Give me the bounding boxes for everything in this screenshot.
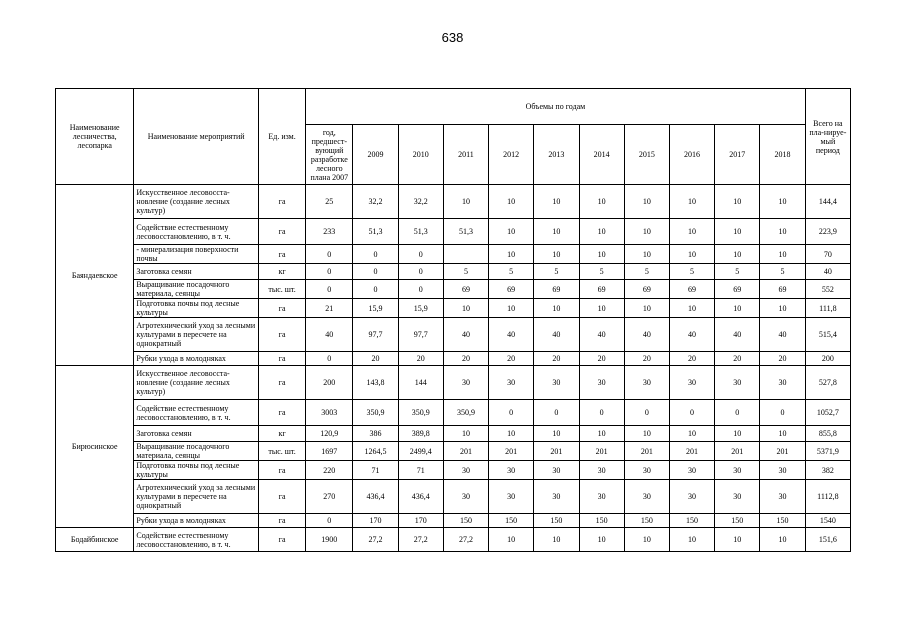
value-cell: 350,9	[443, 400, 488, 426]
value-cell: 10	[489, 299, 534, 318]
value-cell: 0	[534, 400, 579, 426]
header-year: 2016	[669, 125, 714, 185]
value-cell: 2499,4	[398, 442, 443, 461]
value-cell	[443, 245, 488, 264]
table-row	[56, 245, 851, 264]
header-total: Всего на пла-нируе-мый период	[805, 89, 850, 185]
value-cell: 10	[624, 528, 669, 552]
value-cell: 30	[579, 480, 624, 514]
value-cell: 150	[760, 514, 805, 528]
value-cell: 0	[398, 245, 443, 264]
value-cell: 51,3	[353, 219, 398, 245]
header-year: 2017	[715, 125, 760, 185]
value-cell: 69	[489, 280, 534, 299]
value-cell: 40	[760, 318, 805, 352]
value-cell: 15,9	[398, 299, 443, 318]
value-cell: 10	[443, 299, 488, 318]
page-number: 638	[441, 30, 464, 45]
unit-cell: га	[258, 461, 305, 480]
value-cell: 10	[534, 219, 579, 245]
value-cell: 30	[715, 461, 760, 480]
value-cell: 69	[669, 280, 714, 299]
value-cell: 220	[306, 461, 353, 480]
value-cell: 20	[534, 352, 579, 366]
value-cell: 10	[669, 426, 714, 442]
header-volumes-by-year: Объемы по годам	[306, 89, 806, 125]
value-cell: 30	[534, 480, 579, 514]
value-cell: 201	[443, 442, 488, 461]
unit-cell: га	[258, 318, 305, 352]
total-cell: 151,6	[805, 528, 850, 552]
value-cell: 10	[443, 426, 488, 442]
value-cell: 5	[489, 264, 534, 280]
value-cell: 27,2	[353, 528, 398, 552]
table-row	[56, 426, 851, 442]
value-cell: 40	[579, 318, 624, 352]
value-cell: 40	[669, 318, 714, 352]
value-cell: 0	[715, 400, 760, 426]
region-name-cell: Баяндаевское	[56, 185, 134, 366]
value-cell: 10	[624, 185, 669, 219]
value-cell: 40	[306, 318, 353, 352]
value-cell: 51,3	[398, 219, 443, 245]
header-year: 2009	[353, 125, 398, 185]
total-cell: 515,4	[805, 318, 850, 352]
value-cell: 30	[669, 366, 714, 400]
total-cell: 70	[805, 245, 850, 264]
activity-cell: Выращивание посадочного материала, сеянцы	[134, 280, 259, 299]
value-cell: 71	[398, 461, 443, 480]
value-cell: 30	[489, 461, 534, 480]
value-cell: 10	[579, 528, 624, 552]
value-cell: 10	[760, 528, 805, 552]
total-cell: 223,9	[805, 219, 850, 245]
value-cell: 0	[353, 280, 398, 299]
activity-cell: Искусственное лесовосста-новление (создание лесных культур)	[134, 185, 259, 219]
value-cell: 30	[669, 480, 714, 514]
value-cell: 436,4	[398, 480, 443, 514]
region-name-cell: Бирюсинское	[56, 366, 134, 528]
value-cell: 10	[579, 299, 624, 318]
value-cell: 40	[534, 318, 579, 352]
table-body	[56, 185, 851, 552]
value-cell: 20	[760, 352, 805, 366]
header-year: год, предшест-вующий разработке лесного плана 2007	[306, 125, 353, 185]
total-cell: 1112,8	[805, 480, 850, 514]
activity-cell: Агротехнический уход за лесными культурами в пересчете на однократный	[134, 480, 259, 514]
unit-cell: га	[258, 400, 305, 426]
table-row	[56, 352, 851, 366]
value-cell: 10	[579, 185, 624, 219]
header-unit: Ед. изм.	[258, 89, 305, 185]
table-row	[56, 528, 851, 552]
unit-cell: га	[258, 514, 305, 528]
value-cell: 10	[715, 426, 760, 442]
value-cell: 10	[624, 245, 669, 264]
value-cell: 10	[669, 219, 714, 245]
value-cell: 0	[579, 400, 624, 426]
value-cell: 10	[715, 185, 760, 219]
activity-cell: Содействие естественному лесовосстановлению, в т. ч.	[134, 400, 259, 426]
value-cell: 10	[579, 245, 624, 264]
activity-cell: Рубки ухода в молодняках	[134, 514, 259, 528]
table-row	[56, 442, 851, 461]
value-cell: 436,4	[353, 480, 398, 514]
value-cell: 30	[579, 461, 624, 480]
value-cell: 10	[760, 219, 805, 245]
value-cell: 201	[489, 442, 534, 461]
value-cell: 5	[760, 264, 805, 280]
table-row	[56, 318, 851, 352]
total-cell: 111,8	[805, 299, 850, 318]
table-row	[56, 461, 851, 480]
value-cell: 10	[669, 299, 714, 318]
value-cell: 69	[579, 280, 624, 299]
activity-cell: Выращивание посадочного материала, сеянцы	[134, 442, 259, 461]
table-row	[56, 280, 851, 299]
value-cell: 201	[715, 442, 760, 461]
value-cell: 10	[760, 245, 805, 264]
value-cell: 20	[443, 352, 488, 366]
value-cell: 51,3	[443, 219, 488, 245]
value-cell: 25	[306, 185, 353, 219]
value-cell: 0	[760, 400, 805, 426]
total-cell: 144,4	[805, 185, 850, 219]
total-cell: 5371,9	[805, 442, 850, 461]
header-region: Наименование лесничества, лесопарка	[56, 89, 134, 185]
activity-cell: Заготовка семян	[134, 264, 259, 280]
value-cell: 21	[306, 299, 353, 318]
value-cell: 97,7	[398, 318, 443, 352]
header-activity: Наименование мероприятий	[134, 89, 259, 185]
header-year: 2015	[624, 125, 669, 185]
unit-cell: кг	[258, 426, 305, 442]
value-cell: 201	[579, 442, 624, 461]
value-cell: 0	[306, 352, 353, 366]
total-cell: 40	[805, 264, 850, 280]
value-cell: 32,2	[398, 185, 443, 219]
unit-cell: га	[258, 366, 305, 400]
value-cell: 20	[353, 352, 398, 366]
total-cell: 527,8	[805, 366, 850, 400]
value-cell: 40	[715, 318, 760, 352]
value-cell: 0	[624, 400, 669, 426]
value-cell: 0	[306, 514, 353, 528]
value-cell: 10	[534, 245, 579, 264]
value-cell: 69	[534, 280, 579, 299]
value-cell: 201	[669, 442, 714, 461]
value-cell: 5	[669, 264, 714, 280]
unit-cell: га	[258, 528, 305, 552]
value-cell: 69	[624, 280, 669, 299]
activity-cell: Подготовка почвы под лесные культуры	[134, 299, 259, 318]
value-cell: 201	[534, 442, 579, 461]
value-cell: 30	[579, 366, 624, 400]
value-cell: 10	[624, 219, 669, 245]
value-cell: 10	[624, 426, 669, 442]
value-cell: 10	[669, 528, 714, 552]
value-cell: 10	[534, 185, 579, 219]
unit-cell: га	[258, 299, 305, 318]
activity-cell: Подготовка почвы под лесные культуры	[134, 461, 259, 480]
value-cell: 15,9	[353, 299, 398, 318]
value-cell: 30	[443, 366, 488, 400]
activity-cell: Агротехнический уход за лесными культурами в пересчете на однократный	[134, 318, 259, 352]
value-cell: 97,7	[353, 318, 398, 352]
value-cell: 3003	[306, 400, 353, 426]
value-cell: 20	[398, 352, 443, 366]
value-cell: 170	[353, 514, 398, 528]
unit-cell: га	[258, 245, 305, 264]
total-cell: 1540	[805, 514, 850, 528]
value-cell: 233	[306, 219, 353, 245]
total-cell: 382	[805, 461, 850, 480]
value-cell: 27,2	[443, 528, 488, 552]
value-cell: 150	[624, 514, 669, 528]
value-cell: 10	[489, 426, 534, 442]
value-cell: 40	[443, 318, 488, 352]
value-cell: 201	[624, 442, 669, 461]
value-cell: 10	[760, 299, 805, 318]
value-cell: 350,9	[353, 400, 398, 426]
header-year: 2018	[760, 125, 805, 185]
value-cell: 10	[669, 185, 714, 219]
value-cell: 40	[624, 318, 669, 352]
unit-cell: кг	[258, 264, 305, 280]
value-cell: 10	[715, 299, 760, 318]
value-cell: 30	[443, 461, 488, 480]
table-row	[56, 480, 851, 514]
value-cell: 10	[534, 299, 579, 318]
total-cell: 552	[805, 280, 850, 299]
value-cell: 10	[624, 299, 669, 318]
value-cell: 10	[579, 219, 624, 245]
value-cell: 27,2	[398, 528, 443, 552]
value-cell: 150	[489, 514, 534, 528]
value-cell: 30	[534, 366, 579, 400]
unit-cell: га	[258, 480, 305, 514]
value-cell: 10	[760, 185, 805, 219]
region-name-cell: Бодайбинское	[56, 528, 134, 552]
table-row	[56, 219, 851, 245]
value-cell: 200	[306, 366, 353, 400]
activity-cell: Содействие естественному лесовосстановлению, в т. ч.	[134, 528, 259, 552]
activity-cell: Искусственное лесовосста-новление (создание лесных культур)	[134, 366, 259, 400]
table-row	[56, 299, 851, 318]
value-cell: 30	[443, 480, 488, 514]
value-cell: 0	[306, 264, 353, 280]
value-cell: 30	[715, 480, 760, 514]
unit-cell: га	[258, 352, 305, 366]
value-cell: 30	[760, 366, 805, 400]
value-cell: 10	[489, 528, 534, 552]
value-cell: 0	[398, 280, 443, 299]
value-cell: 10	[715, 528, 760, 552]
value-cell: 143,8	[353, 366, 398, 400]
table-row	[56, 366, 851, 400]
header-year: 2010	[398, 125, 443, 185]
value-cell: 5	[443, 264, 488, 280]
value-cell: 20	[669, 352, 714, 366]
value-cell: 5	[624, 264, 669, 280]
value-cell: 0	[353, 245, 398, 264]
table-row	[56, 185, 851, 219]
value-cell: 144	[398, 366, 443, 400]
forest-activities-table	[55, 88, 851, 552]
value-cell: 30	[760, 461, 805, 480]
value-cell: 32,2	[353, 185, 398, 219]
value-cell: 270	[306, 480, 353, 514]
value-cell: 1697	[306, 442, 353, 461]
value-cell: 69	[715, 280, 760, 299]
activity-cell: Заготовка семян	[134, 426, 259, 442]
value-cell: 0	[398, 264, 443, 280]
value-cell: 0	[669, 400, 714, 426]
value-cell: 30	[489, 480, 534, 514]
value-cell: 69	[443, 280, 488, 299]
value-cell: 10	[489, 245, 534, 264]
value-cell: 69	[760, 280, 805, 299]
value-cell: 1264,5	[353, 442, 398, 461]
table-row	[56, 514, 851, 528]
value-cell: 10	[489, 185, 534, 219]
total-cell: 200	[805, 352, 850, 366]
value-cell: 10	[534, 528, 579, 552]
activity-cell: Содействие естественному лесовосстановлению, в т. ч.	[134, 219, 259, 245]
value-cell: 389,8	[398, 426, 443, 442]
value-cell: 350,9	[398, 400, 443, 426]
value-cell: 30	[624, 366, 669, 400]
value-cell: 10	[534, 426, 579, 442]
value-cell: 0	[306, 280, 353, 299]
value-cell: 20	[715, 352, 760, 366]
value-cell: 10	[669, 245, 714, 264]
value-cell: 20	[489, 352, 534, 366]
value-cell: 30	[624, 480, 669, 514]
value-cell: 150	[669, 514, 714, 528]
value-cell: 1900	[306, 528, 353, 552]
value-cell: 0	[353, 264, 398, 280]
value-cell: 150	[715, 514, 760, 528]
value-cell: 201	[760, 442, 805, 461]
value-cell: 150	[534, 514, 579, 528]
value-cell: 150	[579, 514, 624, 528]
unit-cell: тыс. шт.	[258, 442, 305, 461]
value-cell: 10	[760, 426, 805, 442]
value-cell: 5	[579, 264, 624, 280]
value-cell: 30	[715, 366, 760, 400]
value-cell: 0	[306, 245, 353, 264]
value-cell: 20	[624, 352, 669, 366]
value-cell: 71	[353, 461, 398, 480]
activity-cell: Рубки ухода в молодняках	[134, 352, 259, 366]
value-cell: 30	[534, 461, 579, 480]
unit-cell: га	[258, 219, 305, 245]
value-cell: 170	[398, 514, 443, 528]
value-cell: 20	[579, 352, 624, 366]
value-cell: 5	[534, 264, 579, 280]
value-cell: 10	[443, 185, 488, 219]
value-cell: 150	[443, 514, 488, 528]
value-cell: 30	[669, 461, 714, 480]
value-cell: 10	[489, 219, 534, 245]
value-cell: 5	[715, 264, 760, 280]
value-cell: 10	[715, 219, 760, 245]
total-cell: 855,8	[805, 426, 850, 442]
table-row	[56, 400, 851, 426]
unit-cell: тыс. шт.	[258, 280, 305, 299]
header-year: 2011	[443, 125, 488, 185]
value-cell: 30	[489, 366, 534, 400]
activity-cell: - минерализация поверхности почвы	[134, 245, 259, 264]
total-cell: 1052,7	[805, 400, 850, 426]
table-row	[56, 264, 851, 280]
header-year: 2012	[489, 125, 534, 185]
value-cell: 0	[489, 400, 534, 426]
value-cell: 120,9	[306, 426, 353, 442]
value-cell: 30	[624, 461, 669, 480]
value-cell: 10	[579, 426, 624, 442]
value-cell: 40	[489, 318, 534, 352]
value-cell: 30	[760, 480, 805, 514]
value-cell: 386	[353, 426, 398, 442]
header-year: 2014	[579, 125, 624, 185]
value-cell: 10	[715, 245, 760, 264]
unit-cell: га	[258, 185, 305, 219]
header-year: 2013	[534, 125, 579, 185]
